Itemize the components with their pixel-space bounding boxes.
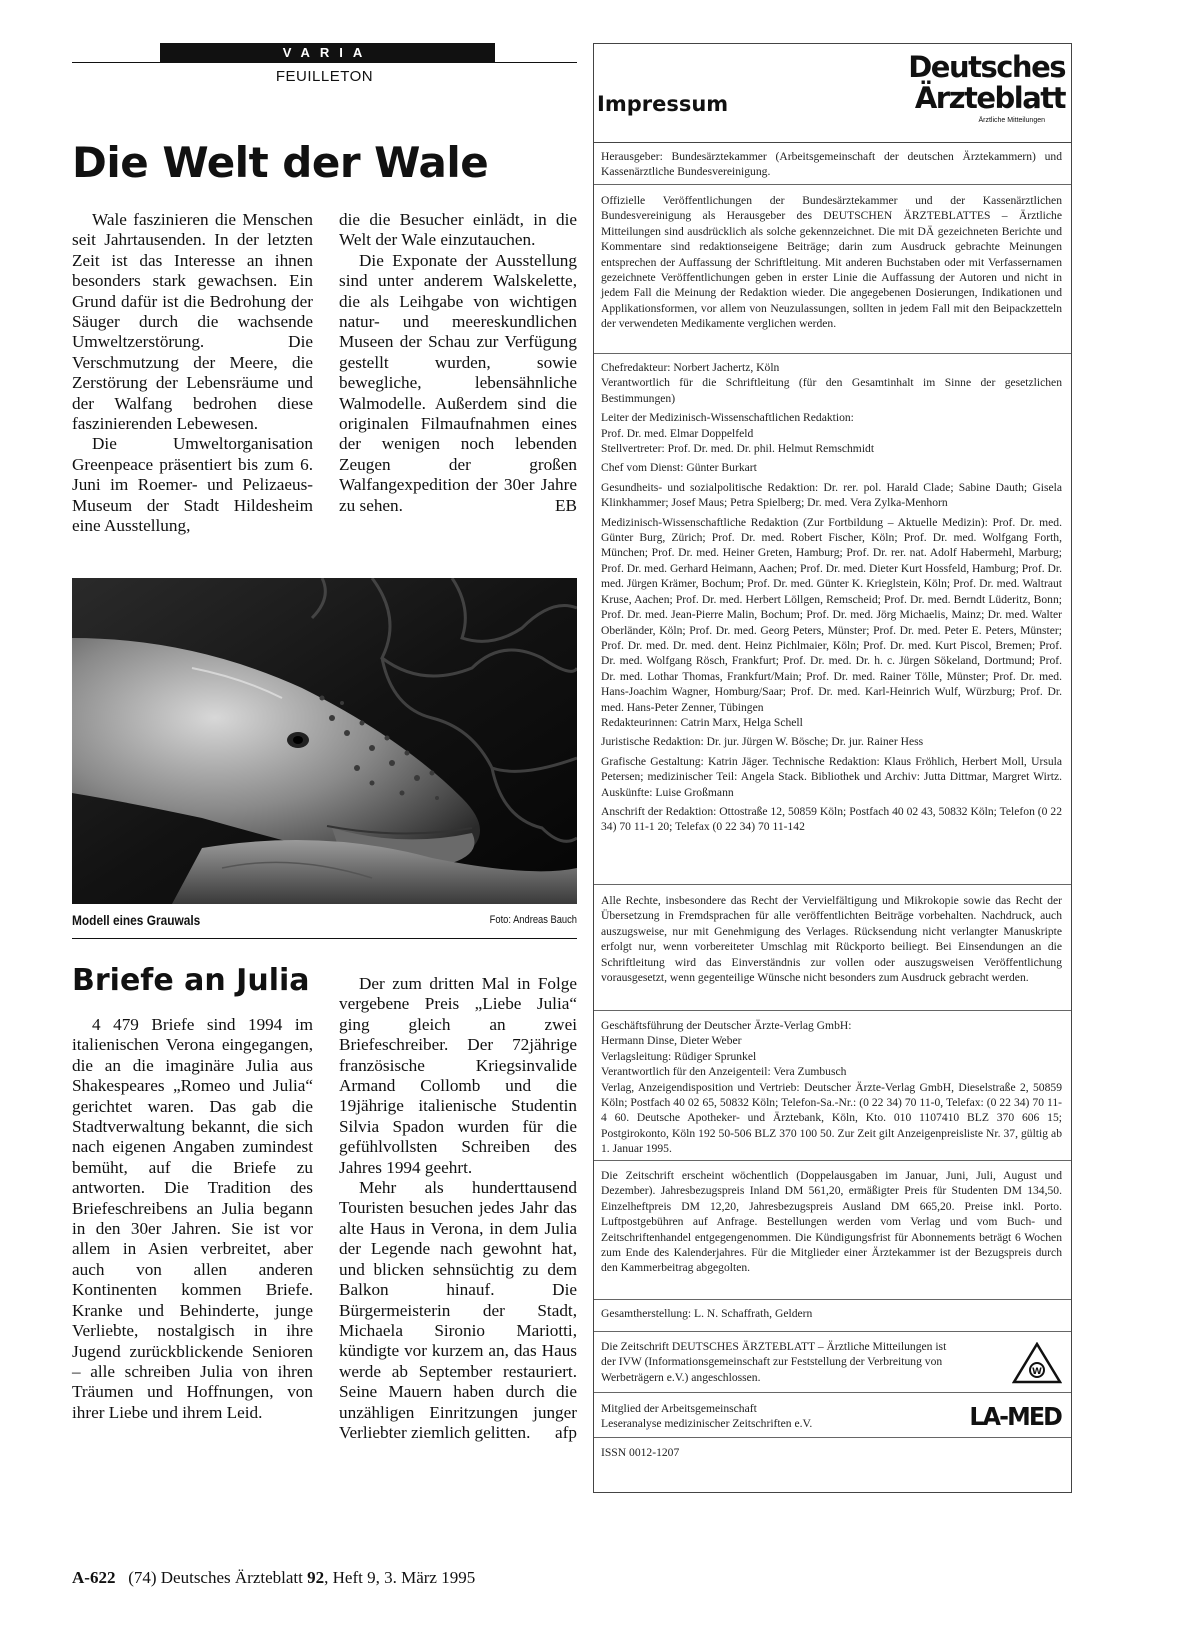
impressum-title: Impressum xyxy=(597,92,729,116)
issn-text: ISSN 0012-1207 xyxy=(601,1446,680,1459)
paragraph xyxy=(339,1178,577,1443)
paragraph xyxy=(339,251,577,516)
author-signature: EB xyxy=(555,495,577,515)
official-text: Offizielle Veröffentlichungen der Bundesärztekammer und der Kassenärztlichen Bundesvereinigung als Herausgeber des DEUTSCHEN ÄRZTEBLATTES – Ärztliche Mitteilungen sind ausdrücklich als solche gekennzeichnet. Die mit DÄ gezeichneten Berichte und Kommentare sind redaktionseigene Beiträge; darin zum Ausdruck gebrachte Meinungen entsprechen der Auffassung der Schriftleitung. Mit anderen Buchstaben oder mit Verfassernamen gezeichnete Veröffentlichungen geben in erster Linie die Auffassung der Autoren und nicht in jedem Fall die Meinung der Redaktion wieder. Die angegebenen Dosierungen, Indikationen und Applikationsformen, vor allem von Neuzulassungen, sollten in jedem Fall mit den Beipackzetteln der verwendeten Medikamente verglichen werden. xyxy=(601,194,1062,331)
chief-of-service: Chef vom Dienst: Günter Burkart xyxy=(601,461,757,475)
divider xyxy=(594,1299,1071,1300)
paragraph: 4 479 Briefe sind 1994 im italienischen Verona eingegangen, die an die imaginäre Julia aus Shakespeares „Romeo und Julia“ gerichtet waren. Das gab die Stadtverwaltung bekannt, die sich nach eigenen Angaben zumindest bemüht, auf die Briefe zu antworten. Die Tradition des Briefeschreibens an Julia begann in den 30er Jahren. Sie ist vor allem in Asien verbreitet, aber auch von allen anderen Kontinenten kommen Briefe. Kranke und Behinderte, junge Verliebte, nostalgisch in ihre Jugend zurückblickende Senioren – alle schreiben Julia von ihren Träumen und Hoffnungen, von ihrer Liebe und ihrem Leid. xyxy=(72,1015,313,1422)
health-politics-editors: Gesundheits- und sozialpolitische Redaktion: Dr. rer. pol. Harald Clade; Sabine Dauth; Gisela Klinkhammer; Josef Maus; Petra Spielberg; Dr. med. Vera Zylka-Menhorn xyxy=(601,480,1062,510)
brand-logo-line2: Ärzteblatt xyxy=(914,81,1065,115)
editor-in-chief: Chefredakteur: Norbert Jachertz, Köln xyxy=(601,361,780,374)
divider xyxy=(594,1437,1071,1438)
issue-suffix: , Heft 9, 3. März 1995 xyxy=(324,1568,476,1587)
section-banner: VARIA xyxy=(160,43,495,62)
publishing-lead: Verlagsleitung: Rüdiger Sprunkel xyxy=(601,1049,757,1063)
lamed-logo: LA-MED xyxy=(969,1402,1061,1431)
divider xyxy=(594,1010,1071,1011)
divider xyxy=(594,1160,1071,1161)
divider xyxy=(72,938,577,939)
divider xyxy=(594,1392,1071,1393)
paragraph-text: Die Exponate der Ausstellung sind unter anderem Walskelette, die als Leihgabe von wichtigen natur- und meereskundlichen Museen der Schau zur Verfügung gestellt wurden, sowie bewegliche, lebensähnliche Walmodelle. Außerdem sind die originalen Filmaufnahmen eines der wenigen noch lebenden Zeugen der großen Walfangexpedition der 30er Jahre zu sehen. xyxy=(339,250,577,515)
paragraph-text: Mehr als hunderttausend Touristen besuchen jedes Jahr das alte Haus in Verona, in dem Julia der Legende nach gewohnt hat, und blicken sehnsüchtig zu dem Balkon hinauf. Die Bürgermeisterin der Stadt, Michaela Sironio Mariotti, kündigte vor kurzem an, das Haus werde ab September restauriert. Seine Mauern haben durch die unzähligen Einritzungen junger Verliebter ziemlich gelitten. xyxy=(339,1178,577,1442)
impressum-production xyxy=(594,1306,1071,1321)
impressum-publisher xyxy=(594,149,1071,180)
brand-subtitle: Ärztliche Mitteilungen xyxy=(978,117,1045,124)
photo-caption: Modell eines Grauwals xyxy=(72,912,201,928)
article-column-1 xyxy=(72,1015,313,1423)
paragraph: Die Umweltorganisation Greenpeace präsentiert bis zum 6. Juni im Roemer- und Pelizaeus-Museum der Stadt Hildesheim eine Ausstellung, xyxy=(72,434,313,536)
brand-logo-line1: Deutsches xyxy=(908,50,1065,84)
ivw-text: Die Zeitschrift DEUTSCHES ÄRZTEBLATT – Ärztliche Mitteilungen ist der IVW (Informationsgemeinschaft zur Feststellung der Verbreitung von Werbeträgern e.V.) angeschlossen. xyxy=(601,1340,947,1384)
article-title: Die Welt der Wale xyxy=(72,138,489,187)
impressum-ivw xyxy=(594,1339,1071,1385)
divider xyxy=(594,1331,1071,1332)
author-signature: afp xyxy=(555,1422,577,1442)
legal-editors: Juristische Redaktion: Dr. jur. Jürgen W. Bösche; Dr. jur. Rainer Hess xyxy=(601,735,924,749)
subscription-text: Die Zeitschrift erscheint wöchentlich (Doppelausgaben im Januar, Juni, Juli, August und Dezember). Jahresbezugspreis Inland DM 561,20, ermäßigter Preis für Studenten DM 134,50. Einzelheftpreis DM 12,20, Jahresbezugspreis Ausland DM 665,20. Preise inkl. Porto. Luftpostgebühren auf Anfrage. Bestellungen werden vom Verlag und vom Buch- und Zeitschriftenhandel entgegengenommen. Die Kündigungsfrist für Abonnements beträgt 6 Wochen zum Ende des Kalenderjahres. Für die Mitglieder einer Ärztekammer ist der Bezugspreis durch den Kammerbeitrag abgegolten. xyxy=(601,1169,1062,1275)
whale-photo xyxy=(72,578,577,904)
medical-lead: Prof. Dr. med. Elmar Doppelfeld xyxy=(601,426,754,440)
female-editors: Redakteurinnen: Catrin Marx, Helga Schell xyxy=(601,715,803,729)
management-names: Hermann Dinse, Dieter Weber xyxy=(601,1034,742,1048)
impressum-publisher-info xyxy=(594,1018,1071,1157)
article-column-2 xyxy=(339,210,577,516)
page-footer xyxy=(72,1568,475,1588)
svg-text:W: W xyxy=(1032,1367,1042,1377)
ivw-logo-icon xyxy=(1012,1342,1062,1384)
volume-number: 92 xyxy=(307,1568,325,1587)
paragraph: die die Besucher einlädt, in die Welt der Wale einzutauchen. xyxy=(339,210,577,250)
lamed-line1: Mitglied der Arbeitsgemeinschaft xyxy=(601,1402,757,1415)
subsection-label: FEUILLETON xyxy=(275,68,374,85)
header-rule xyxy=(72,62,577,63)
article-column-2 xyxy=(339,974,577,1443)
paragraph: Der zum dritten Mal in Folge vergebene Preis „Liebe Julia“ ging gleich an zwei Briefeschreiber. Der 72jährige französische Kriegsinvalide Armand Collomb und die 19jährige italienische Studentin Silvia Spadon wurden für die gefühlvollsten Schreiben des Jahres 1994 geehrt. xyxy=(339,974,577,1177)
page-number: A-622 xyxy=(72,1568,116,1587)
whale-model-image xyxy=(72,578,577,904)
issue-prefix: (74) Deutsches Ärzteblatt xyxy=(128,1568,308,1587)
article-column-1 xyxy=(72,210,313,537)
deputy: Stellvertreter: Prof. Dr. med. Dr. phil. Helmut Remschmidt xyxy=(601,442,875,456)
publisher-text: Herausgeber: Bundesärztekammer (Arbeitsgemeinschaft der deutschen Ärztekammern) und Kassenärztliche Bundesvereinigung. xyxy=(601,150,1062,179)
divider xyxy=(594,353,1071,354)
design-staff: Grafische Gestaltung: Katrin Jäger. Technische Redaktion: Klaus Fröhlich, Herbert Moll, Ursula Petersen; medizinischer Teil: Angela Stack. Bibliothek und Archiv: Jutta Dittmar, Margret Wirtz. Auskünfte: Luise Großmann xyxy=(601,754,1062,799)
editorial-address: Anschrift der Redaktion: Ottostraße 12, 50859 Köln; Postfach 40 02 43, 50832 Köln; Telefon (0 22 34) 70 11-1 20; Telefax (0 22 34) 70 11-142 xyxy=(601,804,1062,834)
medical-lead-label: Leiter der Medizinisch-Wissenschaftlichen Redaktion: xyxy=(601,411,854,425)
impressum-rights xyxy=(594,893,1071,985)
divider xyxy=(594,184,1071,185)
photo-credit: Foto: Andreas Bauch xyxy=(489,914,577,926)
responsible-note: Verantwortlich für die Schriftleitung (für den Gesamtinhalt im Sinne der gesetzlichen Bestimmungen) xyxy=(601,376,1062,405)
divider xyxy=(594,884,1071,885)
paragraph: Wale faszinieren die Menschen seit Jahrtausenden. In der letzten Zeit ist das Interesse an ihnen besonders stark gewachsen. Ein Grund dafür ist die Bedrohung der Säuger durch die wachsende Umweltzerstörung. Die Verschmutzung der Meere, die Zerstörung der Lebensräume und der Walfang bedrohen diese faszinierenden Lebewesen. xyxy=(72,210,313,434)
ads-responsible: Verantwortlich für den Anzeigenteil: Vera Zumbusch xyxy=(601,1065,847,1079)
rights-text: Alle Rechte, insbesondere das Recht der Vervielfältigung und Mikrokopie sowie das Recht der Übersetzung in Fremdsprachen für alle veröffentlichten Beiträge vorbehalten. Nachdruck, auch auszugsweise, nur mit Genehmigung des Verlages. Rücksendung nicht verlangter Manuskripte erfolgt nur, wenn vorbereiteter Umschlag mit Rückporto beiliegt. Bei Einsendungen an die Schriftleitung wird das Einverständnis zur vollen oder auszugsweisen Veröffentlichung vorausgesetzt, wenn gegenteilige Wünsche nicht besonders zum Ausdruck gebracht werden. xyxy=(601,894,1062,985)
management-label: Geschäftsführung der Deutscher Ärzte-Verlag GmbH: xyxy=(601,1019,852,1032)
production-text: Gesamtherstellung: L. N. Schaffrath, Geldern xyxy=(601,1307,813,1320)
lamed-line2: Leseranalyse medizinischer Zeitschriften e.V. xyxy=(601,1417,813,1431)
impressum-issn xyxy=(594,1445,1071,1460)
medical-science-editors: Medizinisch-Wissenschaftliche Redaktion (Zur Fortbildung – Aktuelle Medizin): Prof. Dr. med. Günter Burg, Zürich; Prof. Dr. med. Robert Fischer, Köln; Prof. Dr. med. Wolfgang Forth, München; Prof. Dr. med. Heiner Greten, Hamburg; Prof. Dr. rer. nat. Adolf Habermehl, Marburg; Prof. Dr. med. Gerhard Heimann, Aachen; Prof. Dr. med. Dieter Kurt Hossfeld, Hamburg; Prof. Dr. med. Jürgen Krämer, Bochum; Prof. Dr. med. Günter K. Krieglstein, Köln; Prof. Dr. med. Waltraut Kruse, Aachen; Prof. Dr. med. Herbert Löllgen, Remscheid; Prof. Dr. med. Berndt Lüderitz, Bonn; Prof. Dr. med. Jean-Pierre Malin, Bochum; Prof. Dr. med. Jörg Michaelis, Mainz; Dr. med. Walter Oberländer, Köln; Prof. Dr. med. Georg Peters, Münster; Prof. Dr. med. Peter E. Peters, Münster; Prof. Dr. med. Dr. med. dent. Heinz Pichlmaier, Köln; Prof. Dr. med. Kurt Piscol, Bremen; Prof. Dr. med. Wolfgang Rösch, Frankfurt; Prof. Dr. med. Dr. h. c. Jürgen Sökeland, Dortmund; Prof. Dr. med. Lothar Thomas, Frankfurt/Main; Prof. Dr. med. Rainer Tölle, Münster; Prof. Dr. med. Hans-Joachim Wagner, Homburg/Saar; Prof. Dr. med. Karl-Heinrich Wulf, Würzburg; Prof. Dr. med. Hans-Peter Zenner, Tübingen xyxy=(601,515,1062,714)
impressum-editorial xyxy=(594,360,1071,835)
impressum-official xyxy=(594,193,1071,332)
publisher-address: Verlag, Anzeigendisposition und Vertrieb: Deutscher Ärzte-Verlag GmbH, Dieselstraße 2, 50859 Köln; Postfach 40 02 65, 50832 Köln; Telefon-Sa.-Nr.: (0 22 34) 70 11-0, Telefax: (0 22 34) 70 11-4 60. Deutsche Apotheker- und Ärztebank, Köln, Kto. 010 1107410 BLZ 370 606 15; Postgirokonto, Köln 192 50-506 BLZ 370 100 50. Zur Zeit gilt Anzeigenpreisliste Nr. 37, gültig ab 1. Januar 1995. xyxy=(601,1080,1062,1156)
article-title: Briefe an Julia xyxy=(72,963,310,998)
impressum-subscription xyxy=(594,1168,1071,1276)
